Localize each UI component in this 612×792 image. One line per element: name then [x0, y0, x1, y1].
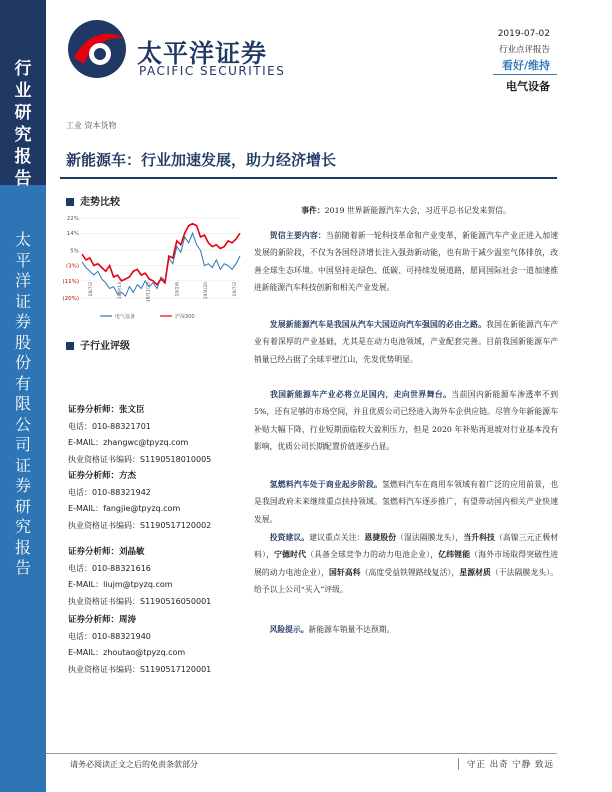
company-name: 亿纬锂能 [438, 550, 471, 560]
letter-summary-paragraph [254, 227, 558, 297]
analyst-card [68, 468, 248, 534]
legend-label: 沪深300 [175, 314, 195, 320]
x-tick-label: 18/9/13 [117, 282, 123, 300]
development-label: 发展新能源汽车是我国从汽车大国迈向汽车强国的必由之路。 [269, 320, 487, 329]
analyst-title: 证券分析师： [68, 405, 120, 415]
analyst-title: 证券分析师： [68, 615, 120, 625]
legend-label: 电气设备 [115, 314, 136, 320]
section-bullet-icon [66, 198, 74, 206]
analyst-email[interactable]: zhangwc@tpyzq.com [103, 438, 189, 447]
analyst-phone: 010-88321942 [92, 487, 151, 497]
cert-label: 执业资格证书编码： [68, 596, 140, 606]
analyst-cert: S1190518010005 [140, 454, 212, 464]
investment-paragraph [254, 529, 558, 599]
letter-summary-label: 贺信主要内容： [269, 231, 326, 240]
investment-intro: 建议重点关注： [309, 533, 365, 542]
side-banner [0, 0, 46, 792]
analyst-card [68, 544, 248, 610]
analyst-title: 证券分析师： [68, 471, 120, 481]
x-tick-label: 19/7/2 [233, 282, 238, 297]
x-tick-label: 18/7/2 [89, 282, 94, 297]
email-label: E-MAIL： [68, 438, 104, 447]
development-paragraph [254, 316, 558, 368]
global-stage-text: 当前国内新能源车渗透率不到 5%，还有足够的市场空间，并且优质公司已经进入海外车企供应链。尽管今年新能源车补贴大幅下降，行业短期面临较大盈利压力，但是 2020 年补贴再退坡对行业基本没有影响，优质公司长期配置价值逐步凸显。 [254, 390, 559, 452]
hydrogen-label: 氢燃料汽车处于商业起步阶段。 [269, 480, 382, 489]
company-note: （高度受益铁锂路线复活）， [360, 567, 460, 577]
company-name: 恩捷股份 [364, 533, 397, 542]
trend-section-heading [66, 193, 120, 208]
phone-label: 电话： [68, 487, 92, 497]
y-tick-label: 5% [70, 248, 79, 255]
company-note: （湿法隔膜龙头）， [396, 533, 464, 542]
company-note: （干法隔膜龙头）。给予以上公司“买入”评级。 [254, 567, 558, 595]
analyst-phone: 010-88321701 [92, 421, 151, 431]
company-name: 国轩高科 [329, 567, 361, 577]
hydrogen-paragraph [254, 476, 558, 528]
trend-chart-svg [60, 210, 245, 326]
email-label: E-MAIL： [68, 504, 104, 513]
brand-name-en: PACIFIC SECURITIES [139, 64, 286, 78]
x-tick-label: 19/4/20 [204, 282, 210, 300]
footer-motto: 守正 出奇 宁静 致远 [458, 758, 554, 770]
hydrogen-text: 氢燃料汽车在商用车领域有着广泛的应用前景，也是我国政府未来继续重点扶持领域。氢燃料汽车逐步推广，有望带动国内相关产业快速发展。 [254, 480, 559, 524]
rating-section-heading [66, 337, 130, 352]
event-label: 事件： [301, 206, 325, 215]
analyst-name: 周涛 [119, 615, 137, 625]
footer-disclaimer[interactable]: 请务必阅读正文之后的免责条款部分 [70, 760, 198, 769]
analyst-card [68, 402, 248, 468]
analyst-email[interactable]: zhoutao@tpyzq.com [103, 648, 186, 657]
y-tick-label: 22% [66, 216, 79, 222]
analyst-email[interactable]: liujm@tpyzq.com [103, 580, 173, 589]
analyst-phone: 010-88321616 [92, 563, 151, 573]
company-note: （具备全球竞争力的动力电池企业）， [306, 550, 439, 560]
email-label: E-MAIL： [68, 580, 104, 589]
analyst-title: 证券分析师： [68, 547, 120, 557]
side-report-category: 行业研究报告 [14, 59, 32, 189]
brand-name-cn: 太平洋证券 [137, 39, 268, 68]
report-date: 2019-07-02 [497, 29, 550, 39]
company-name: 宁德时代 [274, 550, 307, 560]
event-paragraph [254, 202, 558, 219]
risk-label: 风险提示。 [269, 625, 309, 634]
header-divider [493, 74, 557, 75]
industry-rating: 看好/维持 [501, 59, 550, 72]
phone-label: 电话： [68, 631, 92, 641]
email-label: E-MAIL： [68, 648, 104, 657]
event-text: 2019 世界新能源汽车大会，习近平总书记发来贺信。 [324, 206, 511, 215]
report-type: 行业点评报告 [498, 45, 550, 55]
series-line-index [82, 224, 240, 285]
analyst-card [68, 612, 248, 678]
analyst-name: 方杰 [119, 471, 137, 481]
analyst-phone: 010-88321940 [92, 631, 151, 641]
phone-label: 电话： [68, 563, 92, 573]
pacific-securities-logo-icon [66, 18, 128, 80]
cert-label: 执业资格证书编码： [68, 520, 140, 530]
cert-label: 执业资格证书编码： [68, 454, 140, 464]
phone-label: 电话： [68, 421, 92, 431]
development-text: 我国在新能源汽车产业有着深厚的产业基础，尤其是在动力电池领域，产业配套完善。目前我国新能源车产销量已经占据了全球半壁江山，先发优势明显。 [254, 320, 559, 364]
global-stage-label: 我国新能源车产业必将立足国内，走向世界舞台。 [269, 390, 452, 399]
series-line-sector [82, 233, 240, 296]
sector-name: 电气设备 [506, 80, 550, 93]
y-tick-label: 14% [66, 231, 79, 238]
side-company-name: 太平洋证券股份有限公司证券研究报告 [14, 230, 31, 577]
company-name: 当升科技 [463, 533, 495, 542]
x-tick-label: 19/2/6 [175, 282, 181, 297]
footer-divider [46, 753, 557, 754]
analyst-cert: S1190517120001 [140, 664, 212, 674]
analyst-name: 刘晶敏 [119, 547, 145, 557]
risk-text: 新能源车销量不达预期。 [308, 625, 395, 634]
analyst-name: 张文臣 [119, 405, 145, 415]
rating-section-label: 子行业评级 [80, 341, 130, 352]
trend-chart [60, 210, 245, 326]
y-tick-label: (20%) [62, 296, 79, 302]
title-divider [60, 177, 557, 179]
page-title: 新能源车：行业加速发展，助力经济增长 [66, 151, 337, 169]
letter-summary-text: 当前随着新一轮科技革命和产业变革，新能源汽车产业正进入加速发展的新阶段，不仅为各国经济增长注入强劲新动能，也有助于减少温室气体排放，改善全球生态环境。中国坚持走绿色、低碳、可持续发展道路，愿同国际社会一道加速推进新能源汽车科技创新和相关产业发展。 [254, 231, 559, 293]
x-tick-label: 18/11/25 [146, 282, 152, 303]
y-tick-label: (3%) [65, 263, 79, 270]
section-bullet-icon [66, 342, 74, 350]
y-tick-label: (11%) [62, 278, 79, 285]
company-name: 星源材质 [459, 567, 491, 577]
analyst-cert: S1190517120002 [140, 520, 212, 530]
analyst-cert: S1190516050001 [140, 596, 212, 606]
investment-label: 投资建议。 [269, 533, 310, 542]
company-note: （高镍三元正极材料）， [254, 533, 559, 560]
trend-section-label: 走势比较 [80, 197, 120, 208]
breadcrumb: 工业 资本货物 [66, 121, 117, 130]
risk-paragraph [254, 621, 558, 638]
cert-label: 执业资格证书编码： [68, 664, 140, 674]
global-stage-paragraph [254, 386, 558, 456]
analyst-email[interactable]: fangjie@tpyzq.com [103, 504, 181, 513]
company-note: （海外市场取得突破性进展的动力电池企业）， [254, 550, 558, 577]
